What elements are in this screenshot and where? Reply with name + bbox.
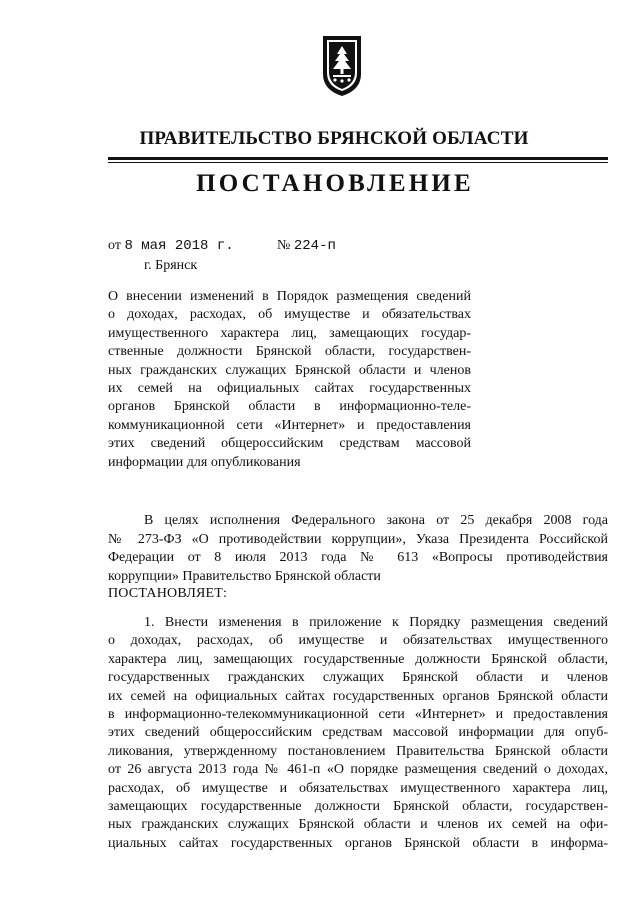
item-1-line: от 26 августа 2013 года № 461-п «О порядке размещения сведений о доходах, — [108, 762, 608, 778]
date-value: 8 мая 2018 г. — [124, 238, 234, 254]
org-title: ПРАВИТЕЛЬСТВО БРЯНСКОЙ ОБЛАСТИ — [139, 128, 529, 149]
item-1-line: ных гражданских служащих Брянской области и членов их семей на офи- — [108, 817, 608, 833]
item-1-line: их семей на официальных сайтах государственных органов Брянской области — [108, 688, 608, 704]
subject-line: ных гражданских служащих Брянской области и членов — [108, 362, 471, 378]
preamble-line: В целях исполнения Федерального закона от 25 декабря 2008 года — [144, 513, 608, 528]
date-line — [108, 238, 234, 254]
item-1-line: в информационно-телекоммуникационной сети «Интернет» и предоставления — [108, 707, 608, 723]
subject-line: ственные должности Брянской области, государствен- — [108, 344, 471, 360]
header-divider-thick — [108, 157, 608, 160]
item-1-paragraph — [108, 614, 608, 853]
subject-line: их семей на официальных сайтах государственных — [108, 381, 471, 397]
item-1-line: о доходах, расходах, об имуществе и обязательствах имущественного — [108, 633, 608, 649]
number-value: 224-п — [293, 238, 336, 254]
bryansk-coat-of-arms-icon — [320, 34, 364, 98]
item-1-line: характера лиц, замещающих государственные должности Брянской области, — [108, 651, 608, 667]
subject-line: о доходах, расходах, об имуществе и обязательствах — [108, 307, 471, 323]
resolves-heading: ПОСТАНОВЛЯЕТ: — [108, 586, 228, 601]
item-1-line: расходах, об имуществе и обязательствах имущественного характера лиц, — [108, 780, 608, 796]
subject-line: имущественного характера лиц, замещающих государ- — [108, 325, 471, 341]
subject-line: коммуникационной сети «Интернет» и предоставления — [108, 417, 471, 433]
number-prefix: № — [277, 238, 291, 253]
item-1-line: циальных сайтах государственных органов Брянской области в информа- — [108, 835, 608, 851]
item-1-line: ликования, утвержденному постановлением Правительства Брянской области — [108, 743, 608, 759]
city: г. Брянск — [144, 258, 198, 273]
preamble-line: коррупции» Правительство Брянской области — [108, 568, 381, 584]
item-1-line: этих сведений общероссийским средствам массовой информации для опуб- — [108, 725, 608, 741]
subject-line: О внесении изменений в Порядок размещения сведений — [108, 289, 471, 304]
document-type-title: ПОСТАНОВЛЕНИЕ — [196, 170, 474, 197]
subject-block — [108, 288, 471, 472]
preamble-line: № 273-ФЗ «О противодействии коррупции», Указа Президента Российской — [108, 531, 608, 547]
header-divider-thin — [108, 162, 608, 163]
subject-line: информации для опубликования — [108, 454, 301, 470]
subject-line: этих сведений общероссийским средствам массовой — [108, 436, 471, 452]
number-line — [277, 238, 336, 254]
item-1-line: 1. Внести изменения в приложение к Порядку размещения сведений — [144, 615, 608, 630]
item-1-line: государственных гражданских служащих Брянской области и членов — [108, 670, 608, 686]
preamble-line: Федерации от 8 июля 2013 года № 613 «Вопросы противодействия — [108, 550, 608, 566]
date-prefix: от — [108, 238, 121, 253]
subject-line: органов Брянской области в информационно-теле- — [108, 399, 471, 415]
item-1-line: замещающих государственные должности Брянской области, государствен- — [108, 799, 608, 815]
preamble-paragraph — [108, 512, 608, 586]
